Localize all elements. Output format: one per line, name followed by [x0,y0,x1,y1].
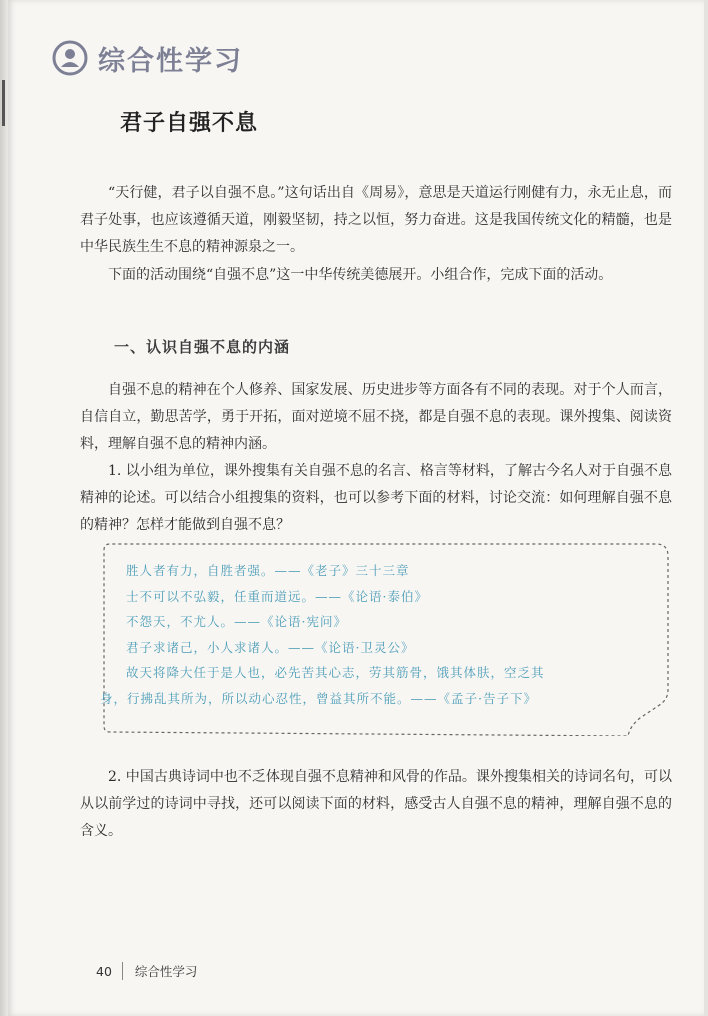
intro-paragraph: “天行健，君子以自强不息。”这句话出自《周易》，意思是天道运行刚健有力，永无止息，而君子处事，也应该遵循天道，刚毅坚韧，持之以恒，努力奋进。这是我国传统文化的精髓，也是中华民族生生不息的精神源泉之一。 [80,185,672,255]
part-one-intro-paragraph: 自强不息的精神在个人修养、国家发展、历史进步等方面各有不同的表现。对于个人而言，自信自立，勤思苦学，勇于开拓，面对逆境不屈不挠，都是自强不息的表现。课外搜集、阅读资料，理解自强不息的精神内涵。 [80,382,672,452]
quote-line: 君子求诸己，小人求诸人。——《论语·卫灵公》 [126,639,415,655]
task-one-paragraph: 1. 以小组为单位，课外搜集有关自强不息的名言、格言等材料，了解古今名人对于自强不息精神的论述。可以结合小组搜集的资料，也可以参考下面的材料，讨论交流：如何理解自强不息的精神？怎样才能做到自强不息？ [80,463,672,533]
page-number: 40 [96,963,112,979]
quote-line: 胜人者有力，自胜者强。——《老子》三十三章 [126,563,410,578]
quote-list [100,558,652,711]
footer-divider [122,962,123,980]
footer-section-name: 综合性学习 [134,964,198,979]
quote-line: 不怨天，不尤人。——《论语·宪问》 [126,614,347,629]
person-circle-icon [52,40,88,76]
activity-paragraph: 下面的活动围绕“自强不息”这一中华传统美德展开。小组合作，完成下面的活动。 [108,267,613,283]
quote-line: 身，行拂乱其所为，所以动心忍性，曾益其所不能。——《孟子·告子下》 [100,690,537,706]
page-title: 君子自强不息 [120,111,259,136]
quote-box [100,540,672,736]
binding-mark [2,80,5,126]
task-two-paragraph: 2. 中国古典诗词中也不乏体现自强不息精神和风骨的作品。课外搜集相关的诗词名句，可以从以前学过的诗词中寻找，还可以阅读下面的材料，感受古人自强不息的精神，理解自强不息的含义。 [80,769,672,839]
subheading-part-one: 一、认识自强不息的内涵 [114,338,291,356]
page-footer [96,962,197,980]
quote-line: 故天将降大任于是人也，必先苦其心志，劳其筋骨，饿其体肤，空乏其 [126,665,545,680]
section-header [52,38,243,78]
book-binding [0,0,8,1016]
section-title: 综合性学习 [98,45,243,77]
quote-line: 士不可以不弘毅，任重而道远。——《论语·泰伯》 [126,588,428,604]
textbook-page [8,0,704,1016]
